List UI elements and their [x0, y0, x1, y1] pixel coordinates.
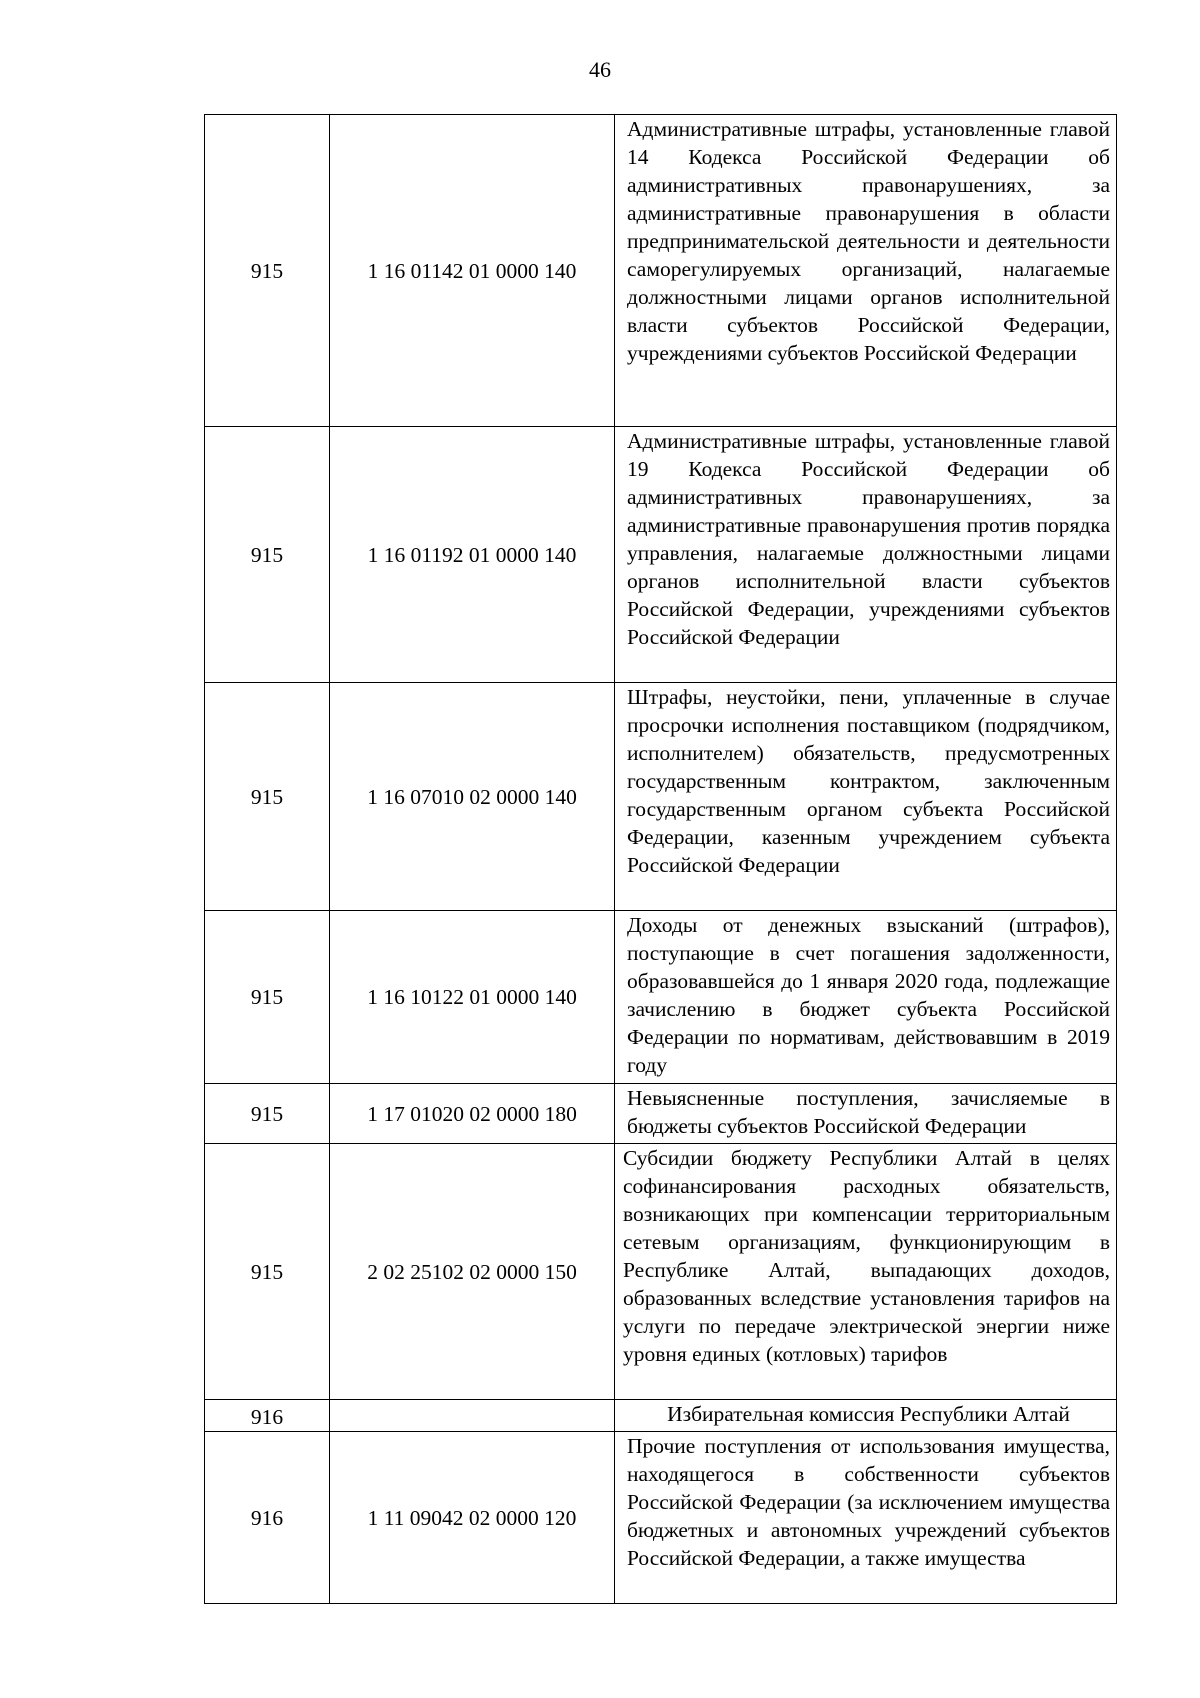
department-title-cell: Избирательная комиссия Республики Алтай	[615, 1400, 1117, 1432]
table-row	[205, 1400, 1117, 1432]
page-number: 46	[589, 57, 611, 82]
budget-code-cell: 1 16 01142 01 0000 140	[330, 115, 615, 427]
admin-code-cell: 915	[205, 1084, 330, 1144]
revenue-codes-table	[204, 114, 1117, 1604]
budget-code-cell: 1 16 10122 01 0000 140	[330, 911, 615, 1084]
description-cell: Доходы от денежных взысканий (штрафов), поступающие в счет погашения задолженности, образовавшейся до 1 января 2020 года, подлежащие зачислению в бюджет субъекта Российской Федерации по нормативам, действовавшим в 2019 году	[615, 911, 1117, 1084]
description-cell: Штрафы, неустойки, пени, уплаченные в случае просрочки исполнения поставщиком (подрядчиком, исполнителем) обязательств, предусмотренных государственным контрактом, заключенным государственным органом субъекта Российской Федерации, казенным учреждением субъекта Российской Федерации	[615, 683, 1117, 911]
table-row	[205, 1432, 1117, 1604]
description-cell: Административные штрафы, установленные главой 14 Кодекса Российской Федерации об административных правонарушениях, за административные правонарушения в области предпринимательской деятельности и деятельности саморегулируемых организаций, налагаемые должностными лицами органов исполнительной власти субъектов Российской Федерации, учреждениями субъектов Российской Федерации	[615, 115, 1117, 427]
budget-code-cell	[330, 1400, 615, 1432]
table-row	[205, 1084, 1117, 1144]
budget-code-cell: 1 16 01192 01 0000 140	[330, 427, 615, 683]
admin-code-cell: 915	[205, 427, 330, 683]
budget-code-cell: 1 16 07010 02 0000 140	[330, 683, 615, 911]
table-row	[205, 1144, 1117, 1400]
admin-code-cell: 916	[205, 1432, 330, 1604]
table-row	[205, 683, 1117, 911]
admin-code-cell: 915	[205, 683, 330, 911]
description-cell: Субсидии бюджету Республики Алтай в целях софинансирования расходных обязательств, возникающих при компенсации территориальным сетевым организациям, функционирующим в Республике Алтай, выпадающих доходов, образованных вследствие установления тарифов на услуги по передаче электрической энергии ниже уровня единых (котловых) тарифов	[615, 1144, 1117, 1400]
description-cell: Административные штрафы, установленные главой 19 Кодекса Российской Федерации об административных правонарушениях, за административные правонарушения против порядка управления, налагаемые должностными лицами органов исполнительной власти субъектов Российской Федерации, учреждениями субъектов Российской Федерации	[615, 427, 1117, 683]
budget-code-cell: 1 11 09042 02 0000 120	[330, 1432, 615, 1604]
admin-code-cell: 915	[205, 1144, 330, 1400]
table-row	[205, 427, 1117, 683]
admin-code-cell: 915	[205, 911, 330, 1084]
budget-code-cell: 2 02 25102 02 0000 150	[330, 1144, 615, 1400]
admin-code-cell: 915	[205, 115, 330, 427]
table-row	[205, 911, 1117, 1084]
budget-code-cell: 1 17 01020 02 0000 180	[330, 1084, 615, 1144]
table-row	[205, 115, 1117, 427]
description-cell: Невыясненные поступления, зачисляемые в бюджеты субъектов Российской Федерации	[615, 1084, 1117, 1144]
admin-code-cell: 916	[205, 1400, 330, 1432]
description-cell: Прочие поступления от использования имущества, находящегося в собственности субъектов Российской Федерации (за исключением имущества бюджетных и автономных учреждений субъектов Российской Федерации, а также имущества	[615, 1432, 1117, 1604]
